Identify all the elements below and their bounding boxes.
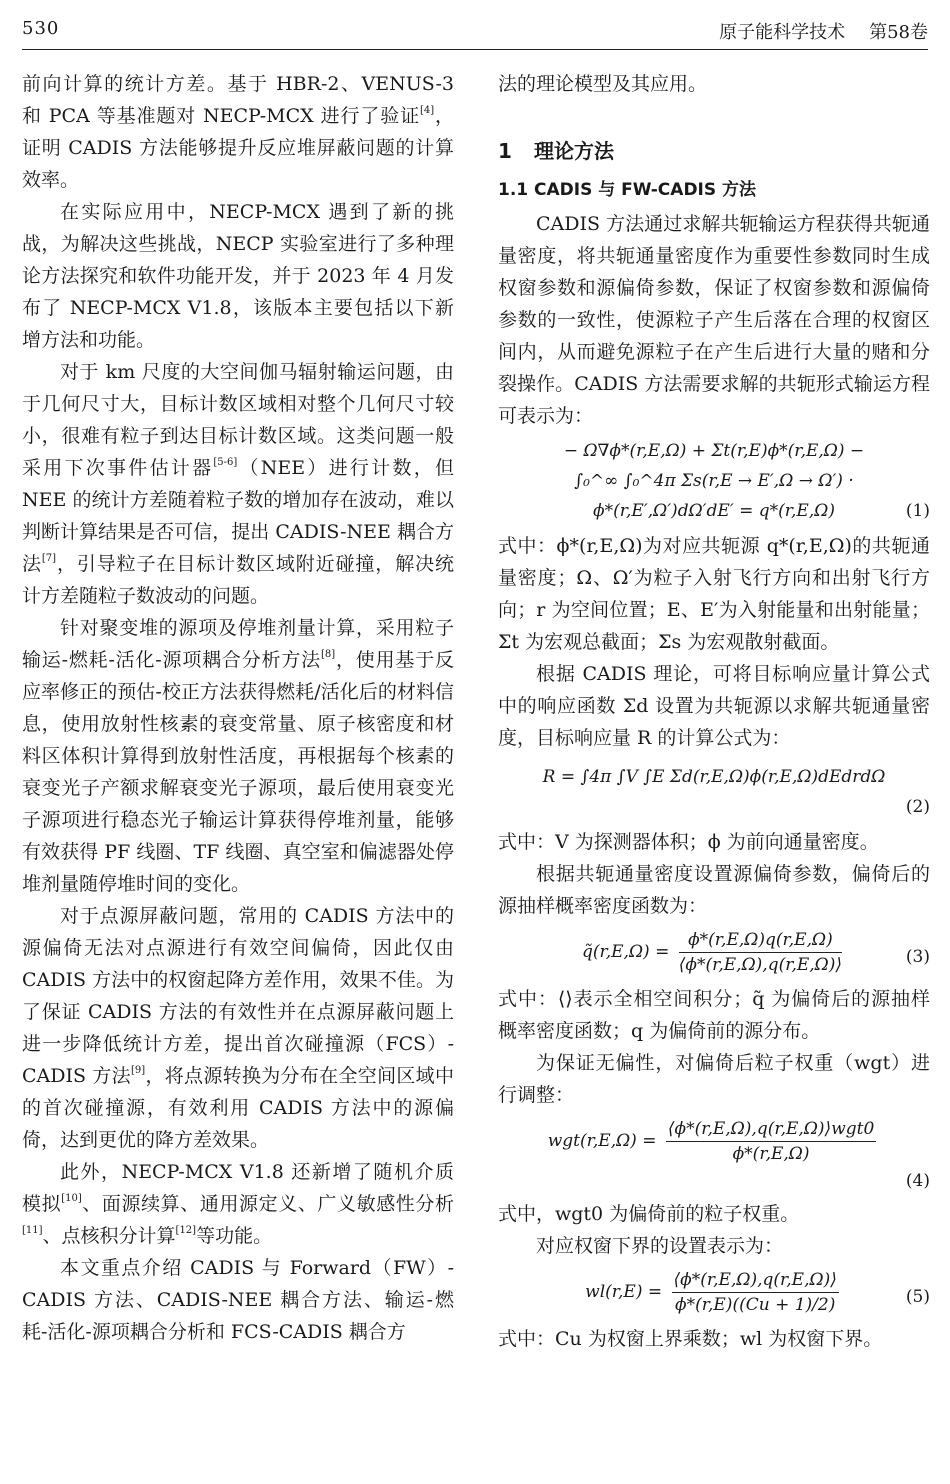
paragraph: 对于点源屏蔽问题，常用的 CADIS 方法中的源偏倚无法对点源进行有效空间偏倚，因此仅由 CADIS 方法中的权窗起降方差作用，效果不佳。为了保证 CADIS 方法的有效性并在点源屏蔽问题上进一步降低统计方差，提出首次碰撞源（FCS）-CADIS 方法[9]，将点源转换为分布在全空间区域中的首次碰撞源，有效利用 CADIS 方法中的源偏倚，达到更优的降方差效果。 <box>22 905 454 1151</box>
paragraph: 式中：⟨⟩表示全相空间积分；q̃ 为偏倚后的源抽样概率密度函数；q 为偏倚前的源分布。 <box>498 988 930 1042</box>
citation: [8] <box>320 649 336 660</box>
right-column <box>498 68 930 1355</box>
paragraph: CADIS 方法通过求解共轭输运方程获得共轭通量密度，将共轭通量密度作为重要性参数同时生成权窗参数和源偏倚参数，保证了权窗参数和源偏倚参数的一致性，使源粒子产生后落在合理的权窗区间内，从而避免源粒子在产生后进行大量的赌和分裂操作。CADIS 方法需要求解的共轭形式输运方程可表示为： <box>498 213 930 427</box>
paragraph: 式中，wgt0 为偏倚前的粒子权重。 <box>498 1203 800 1225</box>
equation-4: wgt(r,E,Ω) = $\frac{\text{⟨ϕ*(r,E,Ω),q(r,E,Ω)⟩wgt0}}{\phi*(r,E,\Omega)}$ (4) <box>547 1119 930 1191</box>
citation: [5-6] <box>213 457 238 468</box>
citation: [7] <box>41 553 57 564</box>
paragraph: 对于 km 尺度的大空间伽马辐射输运问题，由于几何尺寸大，目标计数区域相对整个几何尺寸较小，很难有粒子到达目标计数区域。这类问题一般采用下次事件估计器[5-6]（NEE）进行计数，但 NEE 的统计方差随着粒子数的增加存在波动，难以判断计算结果是否可信，提出 CADIS-NEE 耦合方法[7]，引导粒子在目标计数区域附近碰撞，解决统计方差随粒子数波动的问题。 <box>22 361 454 607</box>
paragraph: 此外，NECP-MCX V1.8 还新增了随机介质模拟[10]、面源续算、通用源定义、广义敏感性分析[11]、点核积分计算[12]等功能。 <box>22 1161 454 1247</box>
equation-2: R = ∫4π ∫V ∫E Σd(r,E,Ω)ϕ(r,E,Ω)dEdrdΩ (2) <box>542 767 930 817</box>
journal-info <box>695 18 928 44</box>
paragraph: 为保证无偏性，对偏倚后粒子权重（wgt）进行调整： <box>498 1052 930 1106</box>
paragraph: 本文重点介绍 CADIS 与 Forward（FW）-CADIS 方法、CADIS-NEE 耦合方法、输运-燃耗-活化-源项耦合分析和 FCS-CADIS 耦合方 <box>22 1257 454 1343</box>
citation: [10] <box>61 1193 82 1204</box>
paragraph: 根据共轭通量密度设置源偏倚参数，偏倚后的源抽样概率密度函数为： <box>498 863 930 917</box>
paragraph: 前向计算的统计方差。基于 HBR-2、VENUS-3 和 PCA 等基准题对 NECP-MCX 进行了验证[4]，证明 CADIS 方法能够提升反应堆屏蔽问题的计算效率。 <box>22 73 454 191</box>
paragraph: 在实际应用中，NECP-MCX 遇到了新的挑战，为解决这些挑战，NECP 实验室进行了多种理论方法探究和软件功能开发，并于 2023 年 4 月发布了 NECP-MCX V1.8，该版本主要包括以下新增方法和功能。 <box>22 201 454 351</box>
paragraph: 对应权窗下界的设置表示为： <box>536 1235 784 1257</box>
equation-5: wl(r,E) = $\frac{⟨\phi*(r,E,\Omega),q(r,E,\Omega)⟩}{\phi*(r,E)((Cu + 1)/2)}$ (5) <box>585 1270 930 1315</box>
volume: 第58卷 <box>869 22 928 43</box>
equation-3: q̃(r,E,Ω) = $\frac{\phi*(r,E,\Omega)q(r,E,\Omega)}{⟨\phi*(r,E,\Omega),q(r,E,\Omega)⟩}$ (3) <box>581 930 930 975</box>
paragraph: 式中：Cu 为权窗上界乘数；wl 为权窗下界。 <box>498 1328 883 1350</box>
citation: [4] <box>419 105 435 116</box>
citation: [12] <box>175 1225 197 1236</box>
page-header <box>22 18 928 48</box>
paragraph: 根据 CADIS 理论，可将目标响应量计算公式中的响应函数 Σd 设置为共轭源以求解共轭通量密度，目标响应量 R 的计算公式为： <box>498 663 930 749</box>
equation-1: − Ω∇ϕ*(r,E,Ω) + Σt(r,E)ϕ*(r,E,Ω) − ∫₀^∞ ∫₀^4π Σs(r,E → E′,Ω → Ω′) · ϕ*(r,E′,Ω′)dΩ′dE′ = q*(r,E,Ω) (1) <box>563 441 930 521</box>
citation: [11] <box>22 1225 43 1236</box>
paragraph: 式中：ϕ*(r,E,Ω)为对应共轭源 q*(r,E,Ω)的共轭通量密度；Ω、Ω′为粒子入射飞行方向和出射飞行方向；r 为空间位置；E、E′为入射能量和出射能量；Σt 为宏观总截面；Σs 为宏观散射截面。 <box>498 535 930 653</box>
section-heading: 1 理论方法 <box>498 139 614 163</box>
paragraph: 法的理论模型及其应用。 <box>498 73 708 95</box>
paragraph: 针对聚变堆的源项及停堆剂量计算，采用粒子输运-燃耗-活化-源项耦合分析方法[8]，使用基于反应率修正的预估-校正方法获得燃耗/活化后的材料信息，使用放射性核素的衰变常量、原子核密度和材料区体积计算得到放射性活度，再根据每个核素的衰变光子产额求解衰变光子源项，最后使用衰变光子源项进行稳态光子输运计算获得停堆剂量，能够有效获得 PF 线圈、TF 线圈、真空室和偏滤器处停堆剂量随停堆时间的变化。 <box>22 617 454 895</box>
journal-name: 原子能科学技术 <box>719 22 846 43</box>
paragraph: 式中：V 为探测器体积；ϕ 为前向通量密度。 <box>498 831 879 853</box>
page-number: 530 <box>22 18 60 39</box>
left-column <box>22 68 454 1348</box>
subsection-heading: 1.1 CADIS 与 FW-CADIS 方法 <box>498 180 757 200</box>
header-rule <box>22 49 928 50</box>
citation: [9] <box>130 1065 146 1076</box>
